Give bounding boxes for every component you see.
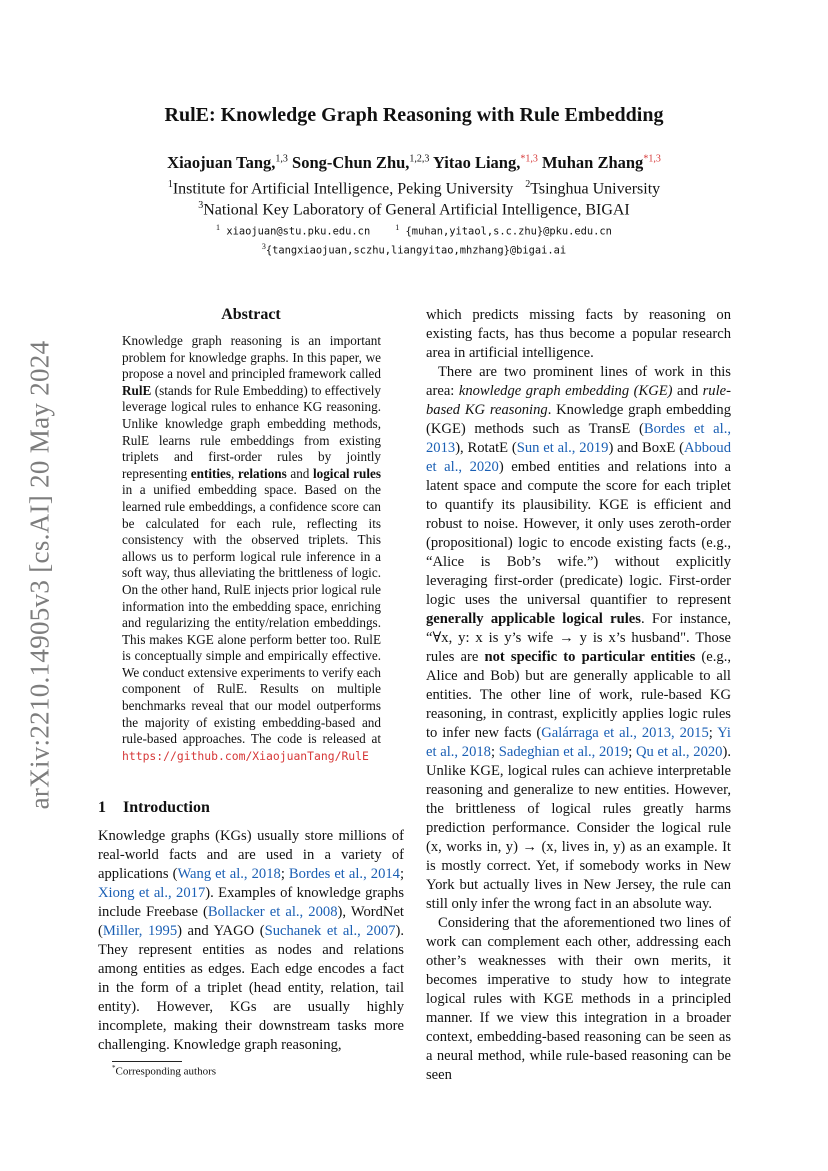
abstract-body: Knowledge graph reasoning is an important problem for knowledge graphs. In this paper, we propose a novel and principled framework called RulE (stands for Rule Embedding) to effectively leverage logical rules to enhance KG reasoning. Unlike knowledge graph embedding methods, RulE learns rule embeddings from existing triplets and first-order rules by jointly representing entities, relations and logical rules in a unified embedding space. Based on the learned rule embeddings, a confidence score can be calculated for each rule, reflecting its consistency with the observed triplets. This allows us to perform logical rule inference in a soft way, thus alleviating the brittleness of logic. On the other hand, RulE injects prior logical rule information into the embedding space, enriching and regularizing the entity/relation embeddings. This makes KGE alone perform better too. RulE is conceptually simple and empirically effective. We conduct extensive experiments to verify each component of RulE. Results on multiple benchmarks reveal that our model outperforms the majority of existing embedding-based and rule-based approaches. The code is released at https://github.com/XiaojuanTang/RulE [122,333,381,763]
footnote-divider [112,1061,182,1062]
abstract-heading: Abstract [221,306,281,323]
author: Yitao Liang,$^{*1,3}$ [432,153,538,172]
author: Xiaojuan Tang,$^{1,3}$ [167,153,288,172]
email-line: $^1$ xiaojuan@stu.pku.edu.cn $^1$ {muhan,yitaol,s.c.zhu}@pku.edu.cn [216,223,612,238]
citation-link[interactable]: Bollacker et al., 2008 [207,904,338,920]
affiliation-line: $^1$Institute for Artificial Intelligence, Peking University $^2$Tsinghua University [167,179,661,198]
author-list [0,153,828,173]
citation-link[interactable]: Galárraga et al., 2013, 2015 [541,725,709,741]
citation-link[interactable]: Yi et al., 2018 [426,725,731,760]
footnote: *Corresponding authors [112,1064,217,1078]
intro-paragraph: Considering that the aforementioned two lines of work can complement each other, addressing each other’s weaknesses with their own merits, it becomes imperative to study how to integrate logical rules with KGE methods in a principled manner. If we view this integration in a broader context, embedding-based reasoning can be seen as a neural method, while rule-based reasoning can be seen [426,915,731,1083]
intro-paragraph: Knowledge graphs (KGs) usually store millions of real-world facts and are used in a variety of applications (Wang et al., 2018; Bordes et al., 2014; Xiong et al., 2017). Examples of knowledge graphs include Freebase (Bollacker et al., 2008), WordNet (Miller, 1995) and YAGO (Suchanek et al., 2007). They represent entities as nodes and relations among entities as edges. Each edge encodes a fact in the form of a triplet (head entity, relation, tail entity). However, KGs are usually highly incomplete, making their downstream tasks more challenging. Knowledge graph reasoning, [98,828,405,1053]
intro-paragraph: which predicts missing facts by reasoning on existing facts, has thus become a popular research area in artificial intelligence. [426,307,731,361]
right-column [426,306,731,1085]
citation-link[interactable]: Abboud et al., 2020 [426,440,731,475]
citation-link[interactable]: Qu et al., 2020 [635,744,723,760]
email-line: $^3${tangxiaojuan,sczhu,liangyitao,mhzhang}@bigai.ai [261,242,567,257]
citation-link[interactable]: Sun et al., 2019 [516,440,609,456]
arxiv-id: arXiv:2210.14905v3 [cs.AI] 20 May 2024 [24,340,55,810]
citation-link[interactable]: Wang et al., 2018 [177,866,281,882]
citation-link[interactable]: Sadeghian et al., 2019 [498,744,629,760]
affiliation-line: $^3$National Key Laboratory of General Artificial Intelligence, BIGAI [198,200,630,219]
intro-paragraph: There are two prominent lines of work in this area: knowledge graph embedding (KGE) and rule-based KG reasoning. Knowledge graph embedding (KGE) methods such as TransE (Bordes et al., 2013), RotatE (Sun et al., 2019) and BoxE (Abboud et al., 2020) embed entities and relations into a latent space and compute the score for each triplet to quantify its plausibility. KGE is efficient and robust to noise. However, it only uses zeroth-order (propositional) logic to encode existing facts (e.g., “Alice is Bob’s wife.”) without explicitly leveraging first-order (predicate) logic. First-order logic uses the universal quantifier to represent generally applicable logical rules. For instance, “∀x, y: x is y’s wife → y is x’s husband". Those rules are not specific to particular entities (e.g., Alice and Bob) but are generally applicable to all entities. The other line of work, rule-based KG reasoning, in contrast, explicitly applies logic rules to infer new facts (Galárraga et al., 2013, 2015; Yi et al., 2018; Sadeghian et al., 2019; Qu et al., 2020). Unlike KGE, logical rules can achieve interpretable reasoning and generalize to new entities. However, the brittleness of logical rules greatly harms prediction performance. Consider the logical rule (x, works in, y) → (x, lives in, y) as an example. It is mostly correct. Yet, if somebody works in New York but actually lives in New Jersey, the rule can still only infer the wrong fact in an absolute way. [426,364,732,912]
section-heading: 1 Introduction [98,799,210,816]
citation-link[interactable]: Xiong et al., 2017 [98,885,206,901]
paper-title: RulE: Knowledge Graph Reasoning with Rule Embedding [164,104,664,126]
author: Song-Chun Zhu,$^{1,2,3}$ [292,153,430,172]
code-link[interactable]: https://github.com/XiaojuanTang/RulE [122,748,369,763]
citation-link[interactable]: Bordes et al., 2013 [426,421,731,456]
citation-link[interactable]: Miller, 1995 [102,923,178,939]
citation-link[interactable]: Suchanek et al., 2007 [264,923,396,939]
citation-link[interactable]: Bordes et al., 2014 [288,866,400,882]
author: Muhan Zhang$^{*1,3}$ [541,153,661,172]
